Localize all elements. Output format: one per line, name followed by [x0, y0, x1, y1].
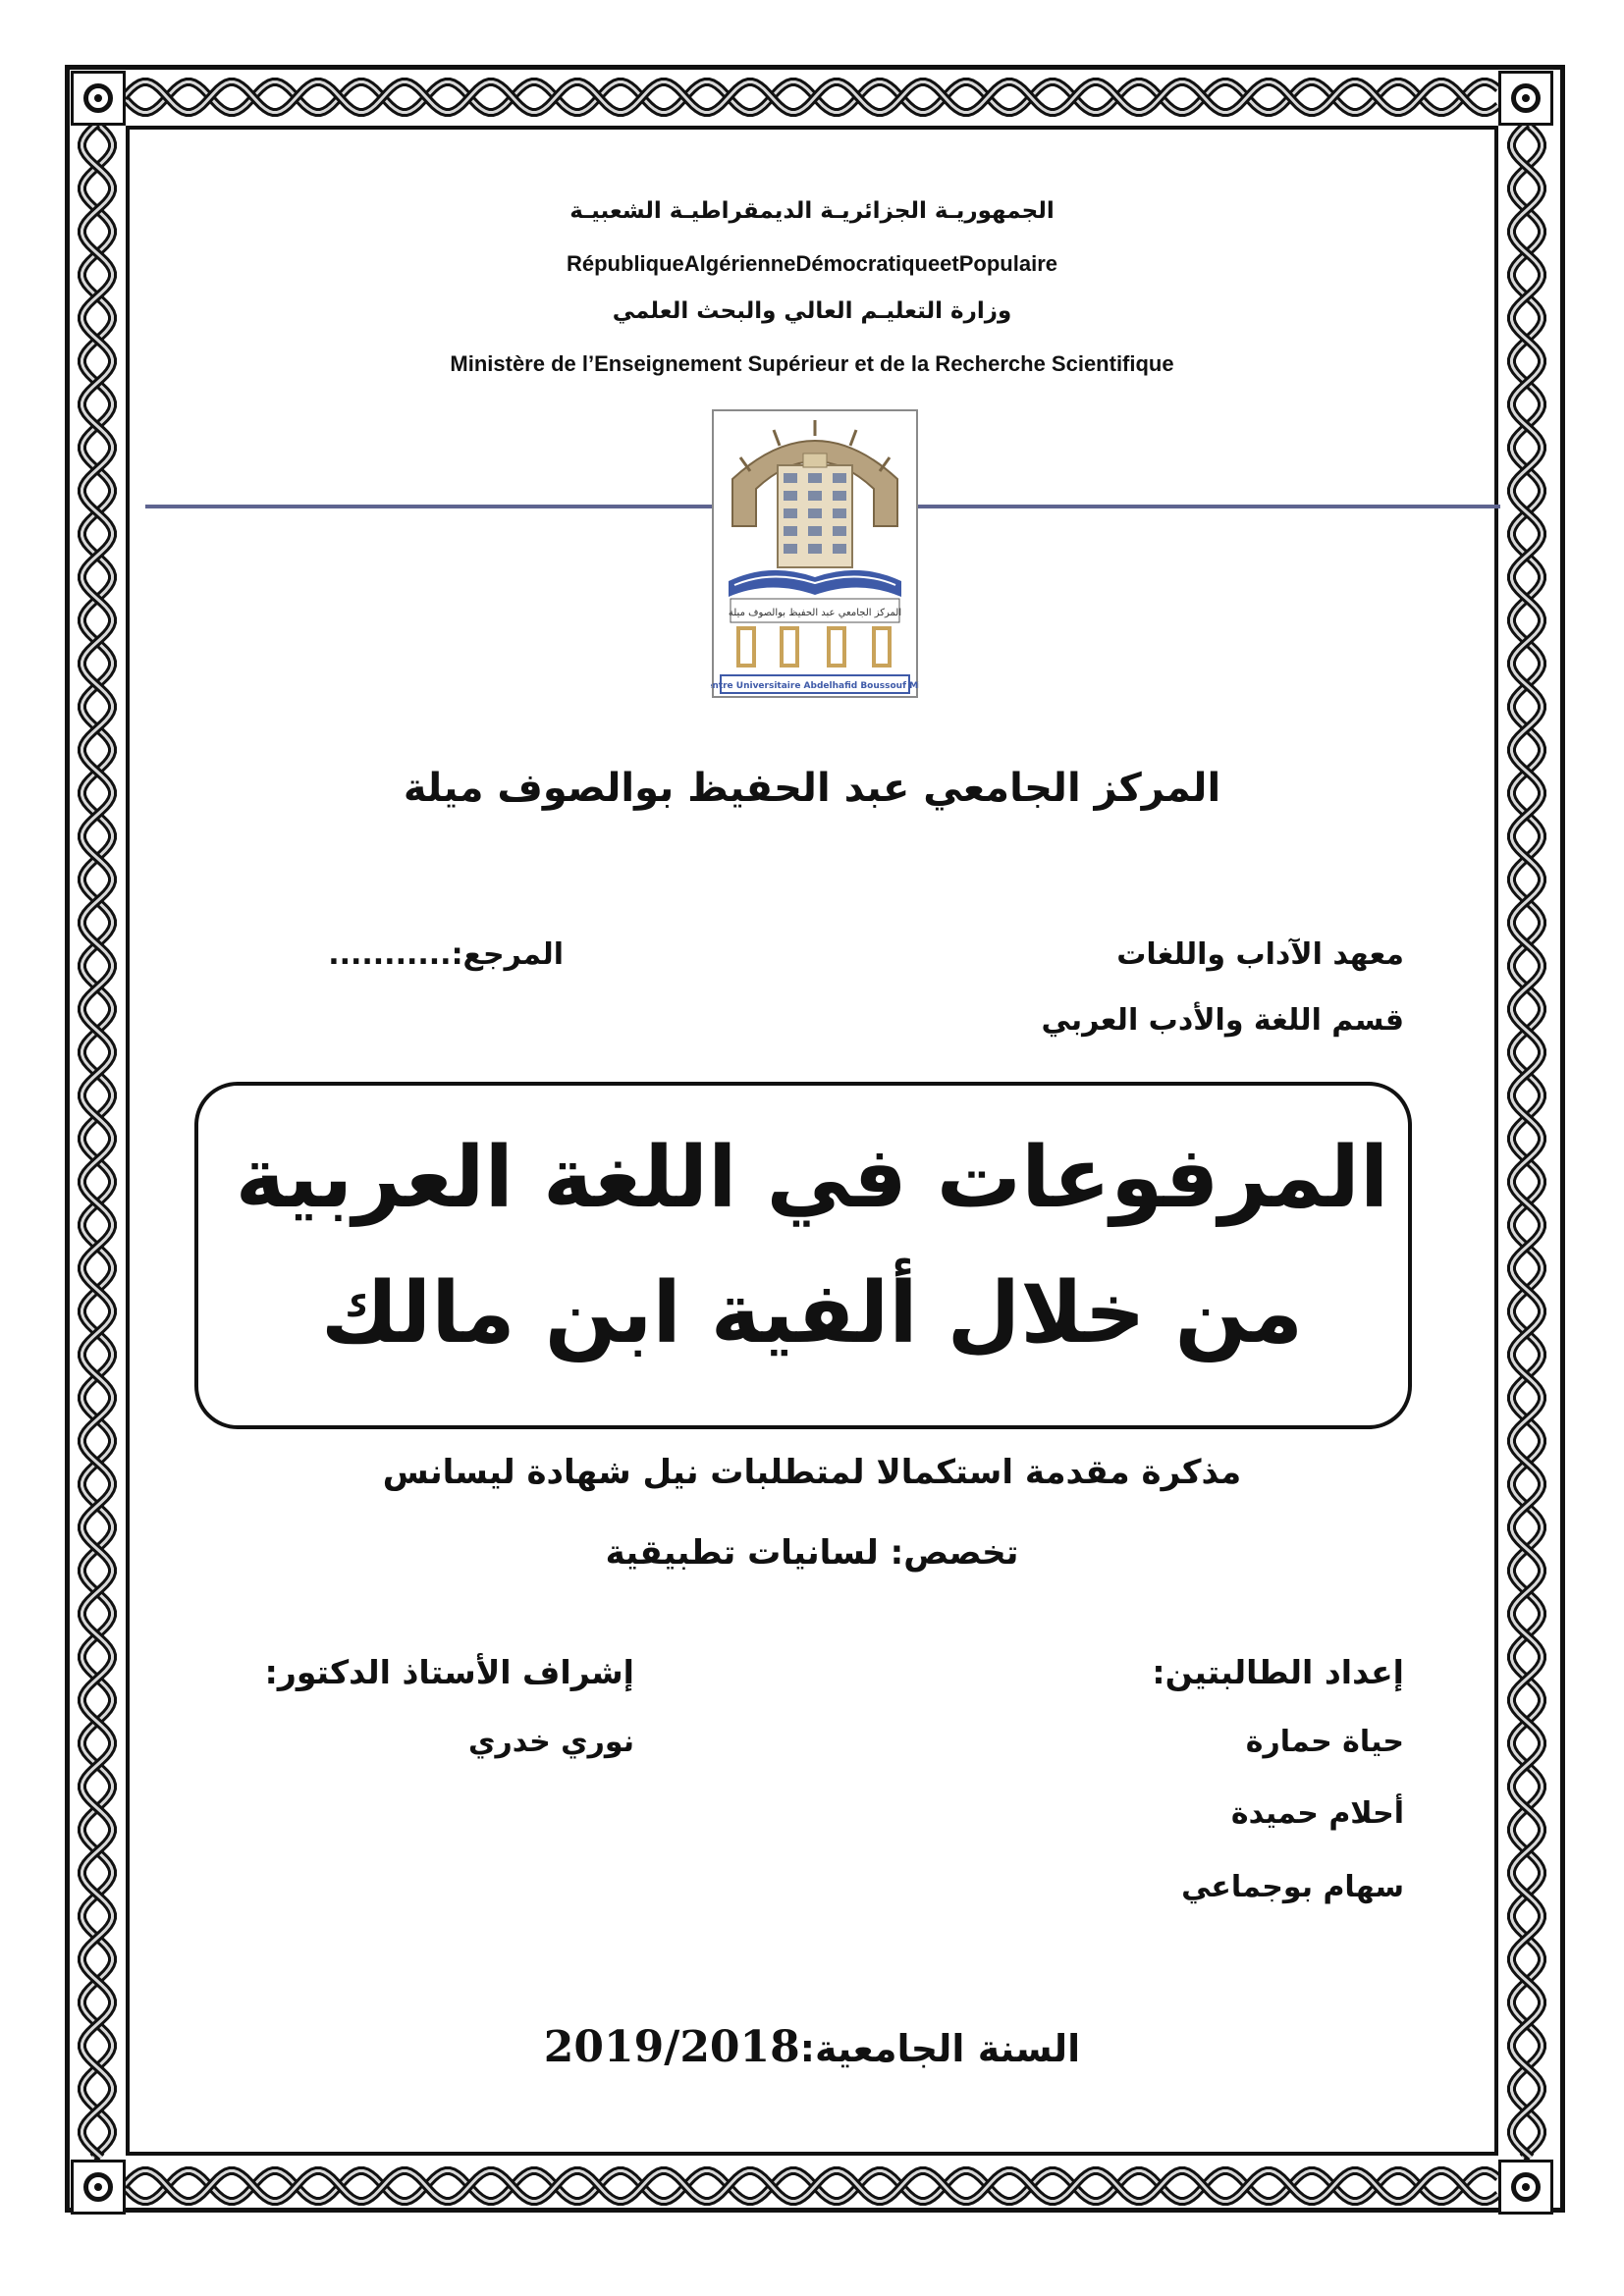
frame-corner-top-right [1498, 71, 1553, 126]
ministry-name-arabic: وزارة التعليـم العالي والبحث العلمي [612, 298, 1012, 324]
frame-chain-bottom [124, 2163, 1500, 2209]
logo-caption: Centre Universitaire Abdelhafid Boussouf Mila [711, 681, 919, 691]
frame-corner-top-left [71, 71, 126, 126]
student-name: حياة حمارة [1245, 1725, 1404, 1759]
academic-year-label: السنة الجامعية: [799, 2027, 1081, 2070]
institute-name: معهد الآداب واللغات [1116, 937, 1404, 972]
specialty: تخصص: لسانيات تطبيقية [605, 1533, 1019, 1573]
supervisor-name: نوري خدري [468, 1725, 634, 1759]
frame-corner-bottom-left [71, 2160, 126, 2215]
academic-year-value: 2019/2018 [543, 2022, 800, 2072]
university-logo [711, 408, 919, 699]
memo-description: مذكرة مقدمة استكمالا لمتطلبات نيل شهادة ليسانس [382, 1453, 1242, 1492]
student-name: سهام بوجماعي [1181, 1870, 1404, 1904]
prepared-by-label: إعداد الطالبتين: [1152, 1653, 1404, 1691]
academic-year [0, 2022, 1624, 2072]
thesis-title-line-1: المرفوعات في اللغة العربية [235, 1129, 1389, 1227]
thesis-title-line-2: من خلال ألفية ابن مالك [320, 1264, 1304, 1362]
supervisor-label: إشراف الأستاذ الدكتور: [264, 1653, 634, 1691]
ministry-name-french: Ministère de l’Enseignement Supérieur et de la Recherche Scientifique [450, 351, 1174, 376]
republic-name-french: RépubliqueAlgérienneDémocratiqueetPopulaire [567, 251, 1057, 276]
student-name: أحلام حميدة [1230, 1796, 1404, 1831]
university-center-name: المركز الجامعي عبد الحفيظ بوالصوف ميلة [403, 766, 1221, 811]
reference-field: المرجع:........... [328, 937, 564, 972]
republic-name-arabic: الجمهوريـة الجزائريـة الديمقراطيـة الشعبيـة [569, 198, 1055, 224]
frame-corner-bottom-right [1498, 2160, 1553, 2215]
logo-banner-text: المركز الجامعي عبد الحفيظ بوالصوف ميلة [728, 608, 902, 618]
frame-chain-top [124, 75, 1500, 120]
department-name: قسم اللغة والأدب العربي [1041, 1003, 1404, 1038]
